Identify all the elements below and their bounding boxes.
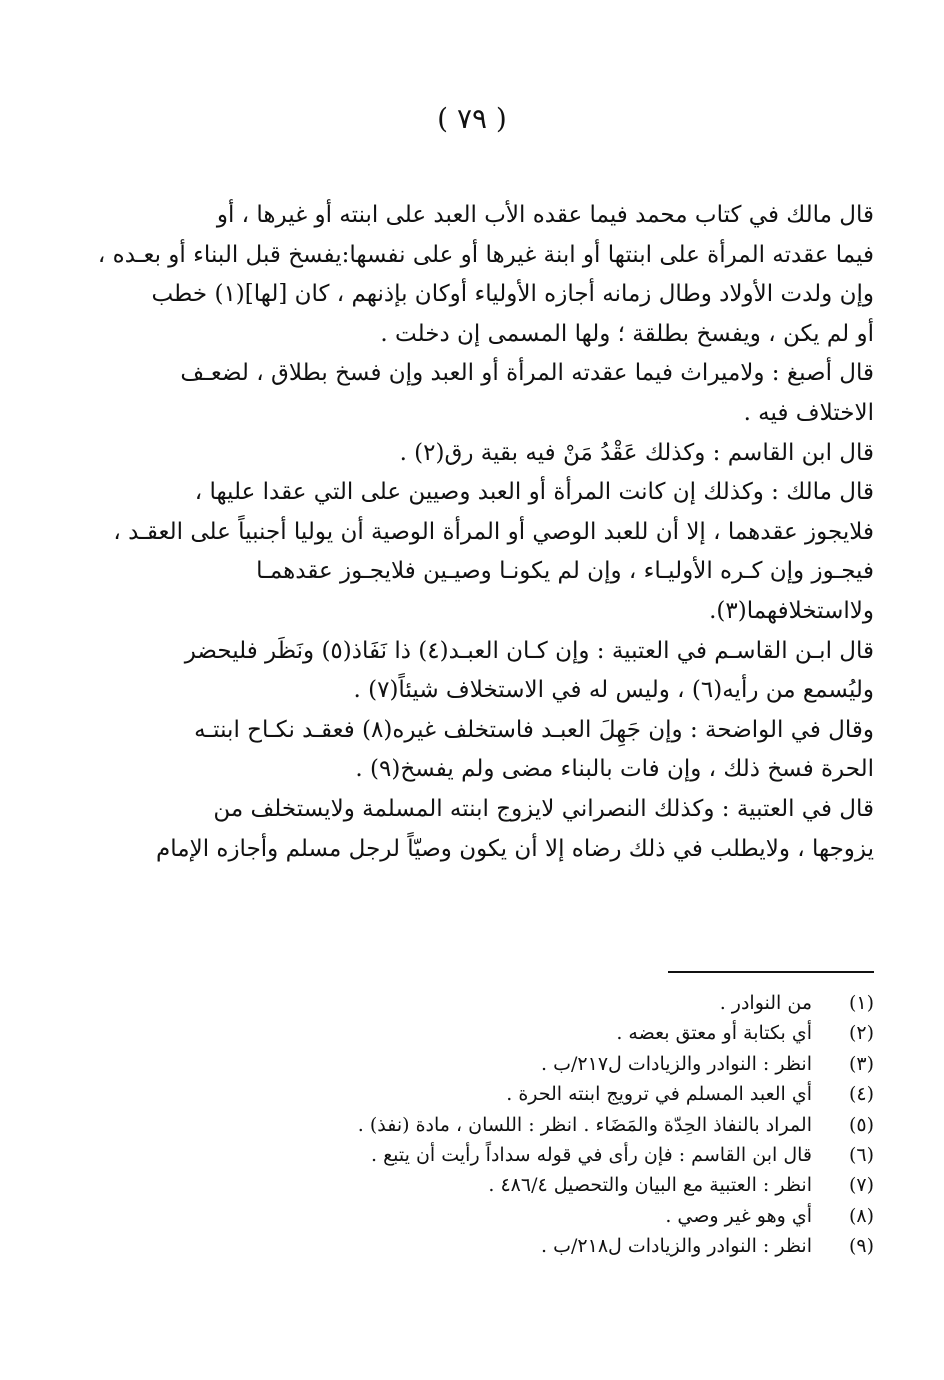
footnote-divider — [668, 971, 874, 973]
body-text — [68, 196, 874, 869]
footnote-item — [68, 1110, 874, 1140]
footnote-text: أي بكتابة أو معتق بعضه . — [616, 1022, 812, 1045]
footnote-text: المراد بالنفاذ الحِدّة والمَضَاء . انظر : اللسان ، مادة (نفذ) . — [357, 1113, 812, 1136]
footnote-number: (٧) — [848, 1174, 874, 1197]
text-line: فلايجوز عقدهما ، إلا أن للعبد الوصي أو المرأة الوصية أن يوليا أجنبياً على العقـد ، — [113, 518, 874, 545]
footnote-text: انظر : النوادر والزيادات ل٢١٨/ب . — [541, 1235, 812, 1258]
footnote-number: (٤) — [848, 1083, 874, 1106]
text-line: قال أصبغ : ولاميراث فيما عقدته المرأة أو العبد وإن فسخ بطلاق ، لضعـف — [180, 360, 874, 387]
footnote-item — [68, 1018, 874, 1048]
footnote-number: (٨) — [848, 1204, 874, 1227]
footnote-number: (١) — [848, 992, 874, 1014]
text-line: فيجـوز وإن كـره الأوليـاء ، وإن لم يكونـا وصيـين فلايجـوز عقدهمـا — [256, 558, 874, 585]
text-line: قال ابن القاسم : وكذلك عَقْدُ مَنْ فيه بقية رق(٢) . — [399, 439, 874, 466]
footnote-item — [68, 1140, 874, 1170]
footnote-text: انظر : العتبية مع البيان والتحصيل ٤٨٦/٤ . — [488, 1174, 812, 1197]
text-line: قال مالك في كتاب محمد فيما عقده الأب العبد على ابنته أو غيرها ، أو — [216, 202, 874, 228]
text-line: قال مالك : وكذلك إن كانت المرأة أو العبد وصيين على التي عقدا عليها ، — [194, 479, 874, 506]
footnotes — [68, 988, 874, 1262]
text-line: الحرة فسخ ذلك ، وإن فات بالبناء مضى ولم يفسخ(٩) . — [355, 756, 874, 783]
footnote-item — [68, 1231, 874, 1261]
footnote-number: (٦) — [848, 1143, 874, 1166]
text-line: أو لم يكن ، ويفسخ بطلقة ؛ ولها المسمى إن دخلت . — [380, 320, 874, 347]
footnote-number: (٢) — [848, 1022, 874, 1045]
footnote-text: من النوادر . — [719, 992, 812, 1014]
footnote-item — [68, 1079, 874, 1109]
text-line: قال في العتبية : وكذلك النصراني لايزوج ابنته المسلمة ولايستخلف من — [213, 795, 874, 822]
footnote-number: (٥) — [848, 1113, 874, 1136]
footnote-item — [68, 1201, 874, 1231]
footnote-text: انظر : النوادر والزيادات ل٢١٧/ب . — [541, 1052, 812, 1075]
footnote-text: قال ابن القاسم : فإن رأى في قوله سداداً رأيت أن يتبع . — [370, 1143, 812, 1166]
footnote-number: (٩) — [848, 1235, 874, 1258]
footnote-item — [68, 1170, 874, 1200]
text-line: وقال في الواضحة : وإن جَهِلَ العبـد فاستخلف غيره(٨) فعقـد نكـاح ابنتـه — [194, 716, 874, 743]
text-line: الاختلاف فيه . — [743, 399, 874, 426]
text-line: قال ابـن القاسـم في العتبية : وإن كـان العبـد(٤) ذا نَفَاذ(٥) ونَظَر فليحضر — [184, 637, 874, 664]
footnote-text: أي العبد المسلم في ترويج ابنته الحرة . — [506, 1083, 812, 1106]
text-line: وليُسمع من رأيه(٦) ، وليس له في الاستخلاف شيئاً(٧) . — [353, 677, 874, 704]
text-line: يزوجها ، ولايطلب في ذلك رضاه إلا أن يكون وصيّاً لرجل مسلم وأجازه الإمام — [156, 835, 874, 862]
footnote-item — [68, 1049, 874, 1079]
text-line: ولااستخلافهما(٣). — [709, 597, 874, 624]
text-line: وإن ولدت الأولاد وطال زمانه أجازه الأولياء أوكان بإذنهم ، كان [لها](١) خطب — [151, 281, 874, 308]
footnote-text: أي وهو غير وصي . — [665, 1204, 812, 1227]
page-number: ( ٧٩ ) — [437, 102, 507, 135]
text-line: فيما عقدته المرأة على ابنتها أو ابنة غيرها أو على نفسها:يفسخ قبل البناء أو بعـده ، — [97, 241, 874, 268]
footnote-item — [68, 988, 874, 1018]
footnote-number: (٣) — [848, 1052, 874, 1075]
